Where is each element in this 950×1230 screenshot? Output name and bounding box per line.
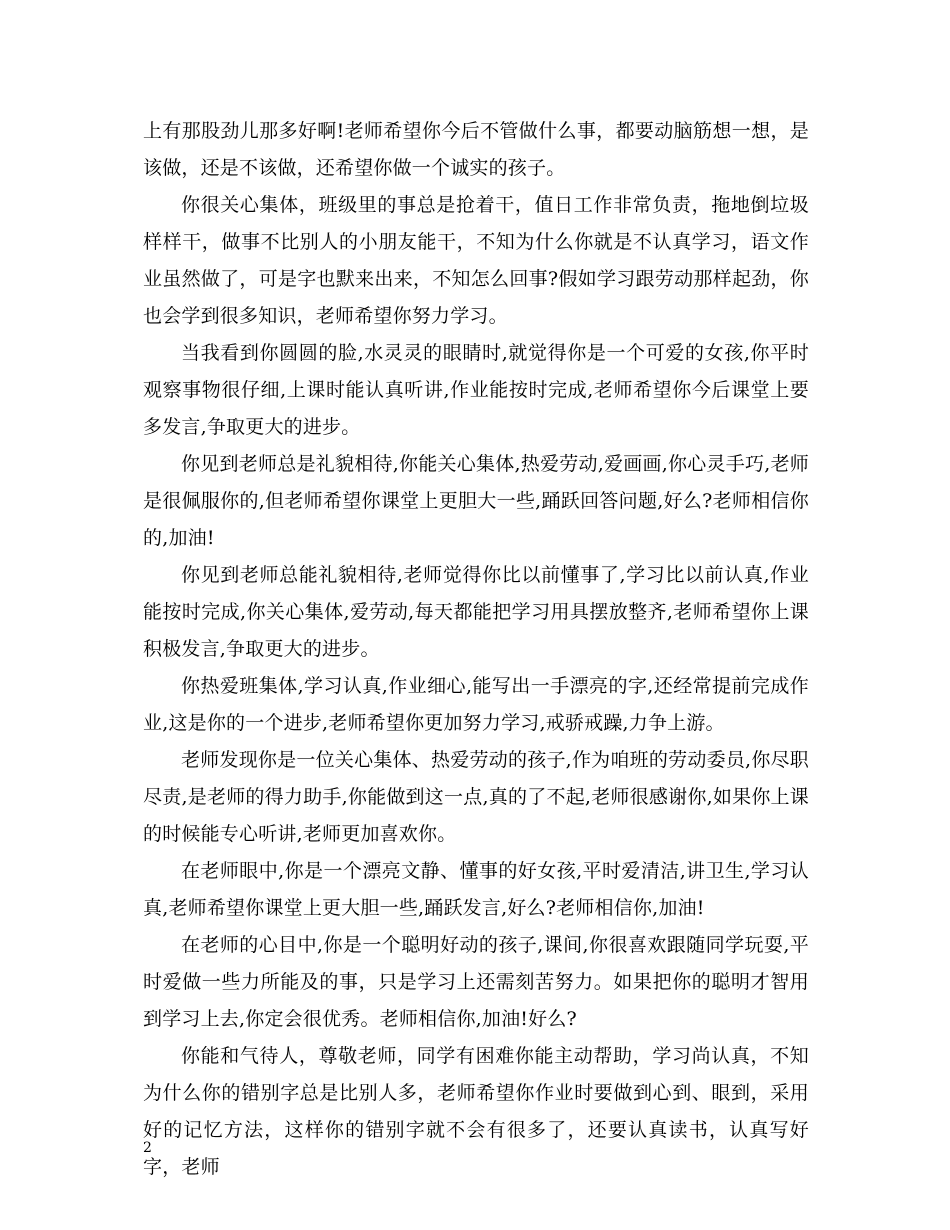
paragraph: 你很关心集体，班级里的事总是抢着干，值日工作非常负责，拖地倒垃圾样样干，做事不比别人的小朋友能干，不知为什么你就是不认真学习，语文作业虽然做了，可是字也默来出来，不知怎么回事?假如学习跟劳动那样起劲，你也会学到很多知识，老师希望你努力学习。 [143, 194, 809, 327]
paragraph: 在老师眼中,你是一个漂亮文静、懂事的好女孩,平时爱清洁,讲卫生,学习认真,老师希望你课堂上更大胆一些,踊跃发言,好么?老师相信你,加油! [143, 860, 809, 919]
paragraph: 你见到老师总是礼貌相待,你能关心集体,热爱劳动,爱画画,你心灵手巧,老师是很佩服你的,但老师希望你课堂上更胆大一些,踊跃回答问题,好么?老师相信你的,加油! [143, 453, 809, 549]
paragraph-continuation: 上有那股劲儿那多好啊!老师希望你今后不管做什么事，都要动脑筋想一想，是该做，还是不该做，还希望你做一个诚实的孩子。 [143, 120, 809, 179]
paragraph: 你热爱班集体,学习认真,作业细心,能写出一手漂亮的字,还经常提前完成作业,这是你的一个进步,老师希望你更加努力学习,戒骄戒躁,力争上游。 [143, 675, 809, 734]
paragraph: 在老师的心目中,你是一个聪明好动的孩子,课间,你很喜欢跟随同学玩耍,平时爱做一些力所能及的事，只是学习上还需刻苦努力。如果把你的聪明才智用到学习上去,你定会很优秀。老师相信你,加油!好么? [143, 934, 809, 1030]
paragraph: 你见到老师总能礼貌相待,老师觉得你比以前懂事了,学习比以前认真,作业能按时完成,你关心集体,爱劳动,每天都能把学习用具摆放整齐,老师希望你上课积极发言,争取更大的进步。 [143, 564, 809, 660]
paragraph: 老师发现你是一位关心集体、热爱劳动的孩子,作为咱班的劳动委员,你尽职尽责,是老师的得力助手,你能做到这一点,真的了不起,老师很感谢你,如果你上课的时候能专心听讲,老师更加喜欢你。 [143, 749, 809, 845]
body-text [143, 113, 809, 1186]
page-number: 2 [143, 1140, 152, 1156]
paragraph: 当我看到你圆圆的脸,水灵灵的眼睛时,就觉得你是一个可爱的女孩,你平时观察事物很仔细,上课时能认真听讲,作业能按时完成,老师希望你今后课堂上要多发言,争取更大的进步。 [143, 342, 809, 438]
paragraph: 你能和气待人，尊敬老师，同学有困难你能主动帮助，学习尚认真，不知为什么你的错别字总是比别人多，老师希望你作业时要做到心到、眼到，采用好的记忆方法，这样你的错别字就不会有很多了，还要认真读书，认真写好字，老师 [143, 1045, 809, 1178]
